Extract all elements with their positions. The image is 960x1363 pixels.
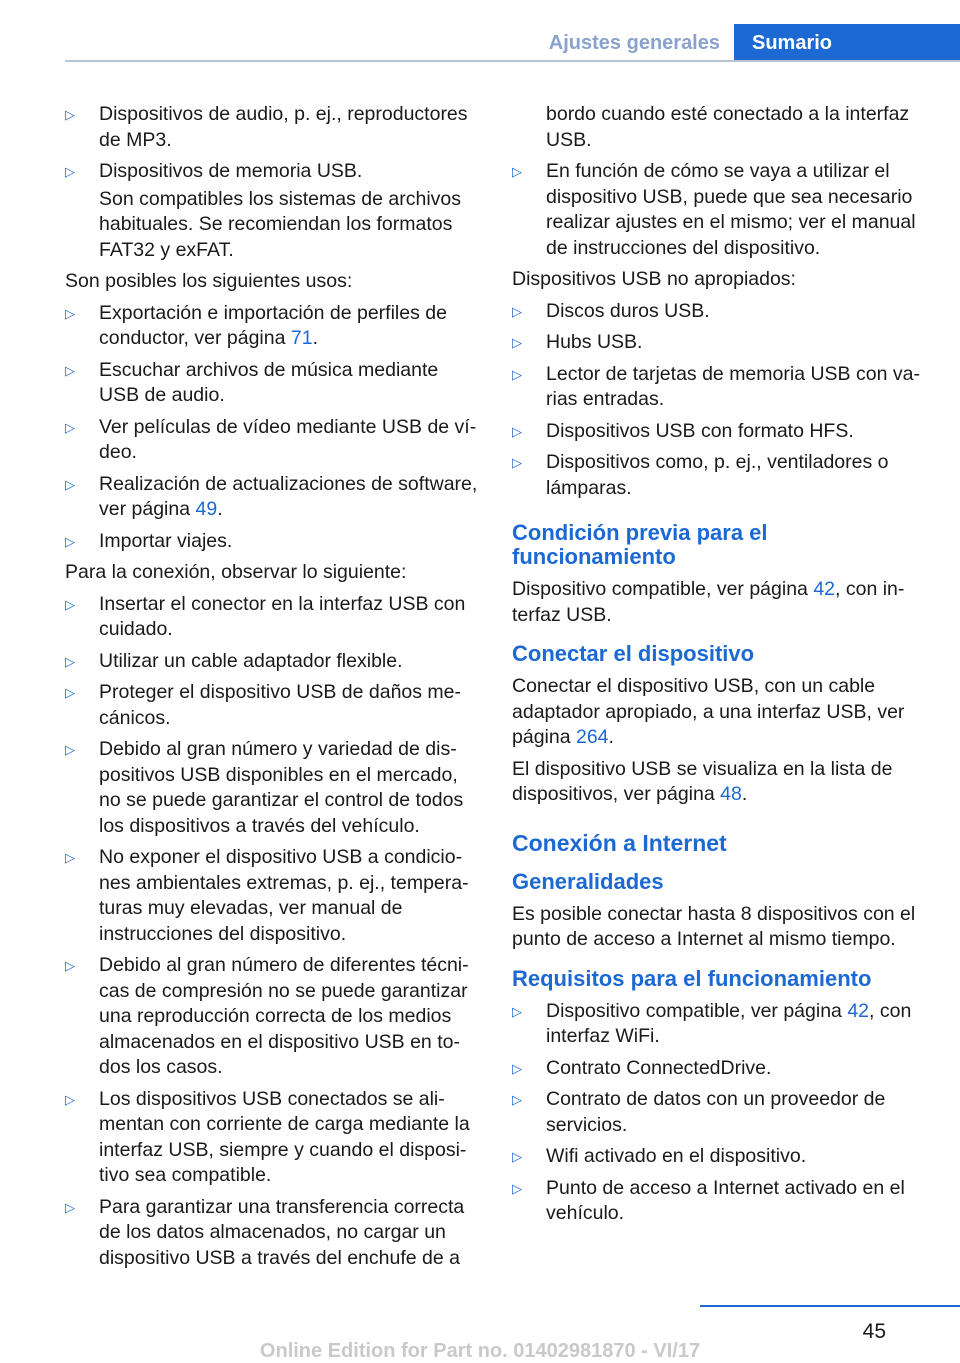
page-link[interactable]: 49 bbox=[195, 498, 218, 520]
list-item: ▷ En función de cómo se vaya a utilizar el dispositivo USB, puede que sea necesario realizar ajustes en el mismo; ver el manual de instrucciones del dispositivo. bbox=[512, 160, 916, 259]
bullet-arrow-icon: ▷ bbox=[512, 1149, 522, 1164]
bullet-arrow-icon: ▷ bbox=[65, 850, 75, 865]
left-column bbox=[65, 102, 480, 1277]
list-item: ▷ Dispositivo compatible, ver página 42, con interfaz WiFi. bbox=[512, 999, 912, 1047]
list-item: ▷ Los dispositivos USB conectados se alimentan con corriente de carga mediante la interfaz USB, siempre y cuando el dispositivo sea compatible. bbox=[65, 1087, 470, 1186]
section-heading: Generalidades bbox=[512, 868, 664, 894]
page-link[interactable]: 42 bbox=[847, 999, 870, 1022]
paragraph: Para la conexión, observar lo siguiente: bbox=[65, 561, 407, 583]
list-item: ▷ Dispositivos de audio, p. ej., reproductores de MP3. bbox=[65, 103, 468, 151]
bullet-arrow-icon: ▷ bbox=[512, 335, 522, 350]
chapter-heading: Conexión a Internet bbox=[512, 829, 727, 856]
paragraph: Es posible conectar hasta 8 dispositivos con el punto de acceso a Internet al mismo tiempo. bbox=[512, 902, 916, 950]
bullet-arrow-icon: ▷ bbox=[65, 958, 75, 973]
bullet-arrow-icon: ▷ bbox=[512, 164, 522, 179]
bullet-arrow-icon: ▷ bbox=[512, 1092, 522, 1107]
list-item: ▷ Hubs USB. bbox=[512, 330, 932, 356]
paragraph: Dispositivo compatible, ver página 42, con interfaz USB. bbox=[512, 578, 905, 626]
list-item: ▷ Wifi activado en el dispositivo. bbox=[512, 1144, 932, 1170]
list-item: ▷ Punto de acceso a Internet activado en el vehículo. bbox=[512, 1176, 905, 1224]
list-item: ▷ Dispositivos de memoria USB. bbox=[65, 159, 480, 185]
bullet-arrow-icon: ▷ bbox=[512, 1003, 522, 1019]
header-divider bbox=[65, 60, 960, 62]
bullet-arrow-icon: ▷ bbox=[65, 107, 75, 122]
paragraph: Son posibles los siguientes usos: bbox=[65, 270, 353, 292]
section-heading: Requisitos para el funcionamiento bbox=[512, 965, 872, 991]
list-item: ▷ Contrato de datos con un proveedor de servicios. bbox=[512, 1088, 886, 1136]
paragraph: El dispositivo USB se visualiza en la lista de dispositivos, ver página 48. bbox=[512, 757, 893, 805]
list-item: ▷ Lector de tarjetas de memoria USB con varias entradas. bbox=[512, 362, 920, 410]
bullet-arrow-icon: ▷ bbox=[65, 653, 75, 669]
list-item: ▷ Exportación e importación de perfiles de conductor, ver página 71. bbox=[65, 301, 447, 349]
bullet-arrow-icon: ▷ bbox=[512, 423, 522, 439]
section-title: Ajustes generales bbox=[548, 32, 720, 54]
page-link[interactable]: 71 bbox=[290, 327, 313, 349]
list-item: ▷ Utilizar un cable adaptador flexible. bbox=[65, 649, 480, 675]
bullet-arrow-icon: ▷ bbox=[512, 1060, 522, 1076]
list-item: ▷ Importar viajes. bbox=[65, 529, 480, 555]
bullet-arrow-icon: ▷ bbox=[65, 685, 75, 700]
list-item: ▷ Dispositivos como, p. ej., ventiladores o lámparas. bbox=[512, 451, 889, 499]
page-header bbox=[0, 0, 960, 62]
bullet-arrow-icon: ▷ bbox=[512, 455, 522, 470]
list-item: ▷ No exponer el dispositivo USB a condiciones ambientales extremas, p. ej., temperaturas muy elevadas, ver manual de instrucciones del dispositivo. bbox=[65, 846, 469, 945]
list-item: ▷ Para garantizar una transferencia correcta de los datos almacenados, no cargar un dispositivo USB a través del enchufe de a bbox=[65, 1195, 465, 1269]
bullet-arrow-icon: ▷ bbox=[512, 366, 522, 382]
bullet-arrow-icon: ▷ bbox=[65, 362, 75, 378]
list-item: ▷ Debido al gran número y variedad de dispositivos USB disponibles en el mercado, no se puede garantizar el control de todos los dispositivos a través del vehículo. bbox=[65, 738, 464, 837]
bullet-arrow-icon: ▷ bbox=[65, 742, 75, 757]
list-item: ▷ Dispositivos USB con formato HFS. bbox=[512, 419, 932, 445]
section-heading: Conectar el dispositivo bbox=[512, 641, 755, 666]
bullet-arrow-icon: ▷ bbox=[65, 305, 75, 321]
summary-tab[interactable]: Sumario bbox=[734, 24, 960, 62]
list-item: ▷ Realización de actualizaciones de software, ver página 49. bbox=[65, 472, 478, 520]
list-item: ▷ Contrato ConnectedDrive. bbox=[512, 1056, 932, 1082]
list-item: ▷ Insertar el conector en la interfaz USB con cuidado. bbox=[65, 592, 466, 640]
bullet-arrow-icon: ▷ bbox=[65, 476, 75, 492]
bullet-arrow-icon: ▷ bbox=[65, 596, 75, 612]
page-number: 45 bbox=[862, 1320, 886, 1343]
bullet-arrow-icon: ▷ bbox=[65, 419, 75, 435]
bullet-arrow-icon: ▷ bbox=[65, 1091, 75, 1107]
bullet-arrow-icon: ▷ bbox=[65, 533, 75, 549]
page-link[interactable]: 42 bbox=[813, 578, 836, 600]
list-item: ▷ Discos duros USB. bbox=[512, 299, 932, 325]
list-item-continuation: bordo cuando esté conectado a la interfaz USB. bbox=[546, 103, 910, 151]
list-item-note: Son compatibles los sistemas de archivos habituales. Se recomiendan los formatos FAT32 y exFAT. bbox=[99, 187, 461, 261]
list-item: ▷ Escuchar archivos de música mediante USB de audio. bbox=[65, 358, 439, 406]
list-item: ▷ Ver películas de vídeo mediante USB de vídeo. bbox=[65, 415, 477, 463]
footer-text: Online Edition for Part no. 01402981870 - VI/17 bbox=[259, 1340, 701, 1362]
list-item: ▷ Debido al gran número de diferentes técnicas de compresión no se puede garantizar una reproducción correcta de los medios almacenados en el dispositivo USB en todos los casos. bbox=[65, 954, 469, 1078]
bullet-arrow-icon: ▷ bbox=[512, 1180, 522, 1196]
section-heading: Condición previa para el funcionamiento bbox=[512, 520, 768, 569]
page-number-divider bbox=[700, 1305, 960, 1307]
bullet-arrow-icon: ▷ bbox=[512, 303, 522, 319]
bullet-arrow-icon: ▷ bbox=[65, 1199, 75, 1215]
paragraph: Dispositivos USB no apropiados: bbox=[512, 268, 796, 290]
page-link[interactable]: 48 bbox=[720, 783, 742, 805]
list-item: ▷ Proteger el dispositivo USB de daños mecánicos. bbox=[65, 681, 462, 729]
page-link[interactable]: 264 bbox=[575, 726, 609, 748]
paragraph: Conectar el dispositivo USB, con un cable adaptador apropiado, a una interfaz USB, ver página 264. bbox=[512, 675, 905, 748]
right-column bbox=[512, 102, 932, 1233]
bullet-arrow-icon: ▷ bbox=[65, 164, 75, 179]
